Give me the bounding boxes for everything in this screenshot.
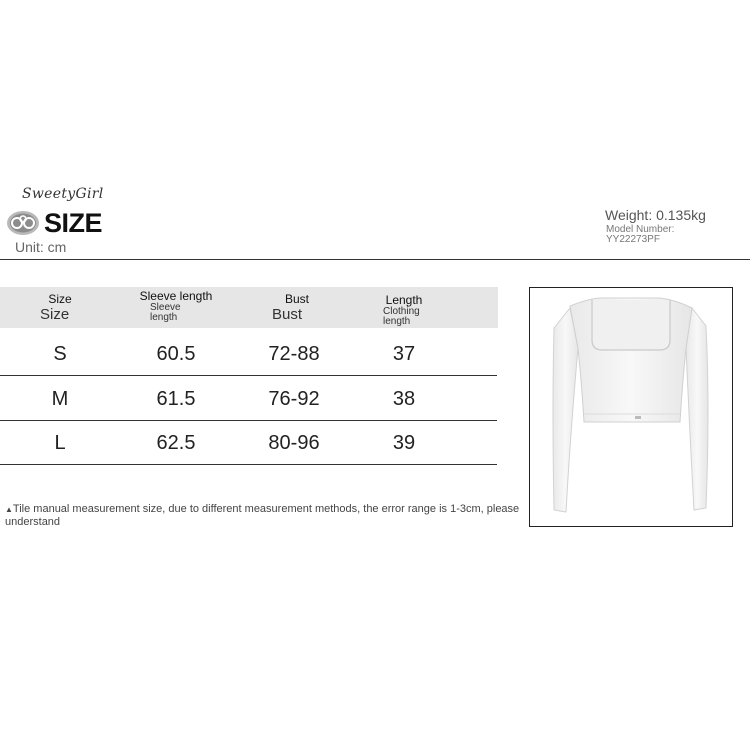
- cell-bust: 80-96: [268, 432, 320, 454]
- weight-label: Weight: 0.135kg: [605, 207, 706, 223]
- header-divider: [0, 259, 750, 260]
- cell-bust: 76-92: [268, 388, 320, 410]
- model-number-value: YY22273PF: [606, 234, 660, 245]
- table-row: [0, 376, 497, 421]
- header-sleeve-sub: Sleeve length: [150, 302, 181, 323]
- cell-sleeve: 61.5: [156, 388, 196, 410]
- size-title: SIZE: [44, 208, 103, 238]
- header-sleeve: [126, 289, 226, 323]
- brand-script-name: SweetyGirl: [22, 186, 104, 202]
- model-number-label: Model Number:: [606, 224, 675, 235]
- crop-top-illustration: [530, 288, 732, 526]
- cell-sleeve: 62.5: [156, 432, 196, 454]
- header-bust-sub: Bust: [272, 306, 303, 323]
- header-length: [374, 293, 434, 327]
- header-size-sub: Size: [40, 306, 70, 323]
- cell-size: M: [51, 388, 69, 410]
- cell-sleeve: 60.5: [156, 343, 196, 365]
- triangle-icon: ▲: [5, 505, 13, 514]
- size-table-header: [0, 287, 498, 328]
- header-length-sub: Clothing length: [383, 306, 420, 327]
- header-size: [20, 292, 100, 323]
- header-bust: [262, 292, 332, 323]
- header-sleeve-label: Sleeve length: [139, 289, 213, 303]
- measurement-note-text: Tile manual measurement size, due to different measurement methods, the error range is 1-3cm, please understand: [5, 503, 520, 528]
- cell-length: 37: [392, 343, 416, 365]
- product-photo: [529, 287, 733, 527]
- cell-length: 39: [392, 432, 416, 454]
- header-size-label: Size: [48, 292, 72, 306]
- table-row: [0, 331, 497, 376]
- cell-bust: 72-88: [268, 343, 320, 365]
- table-row: [0, 420, 497, 465]
- sweetygirl-logo-icon: [6, 210, 40, 236]
- cell-size: L: [54, 432, 66, 454]
- cell-size: S: [53, 343, 67, 365]
- header-bust-label: Bust: [284, 292, 309, 306]
- measurement-note: [5, 503, 525, 528]
- cell-length: 38: [392, 388, 416, 410]
- header-length-label: Length: [385, 293, 423, 307]
- unit-label: Unit: cm: [15, 239, 67, 255]
- size-logo: [6, 208, 116, 238]
